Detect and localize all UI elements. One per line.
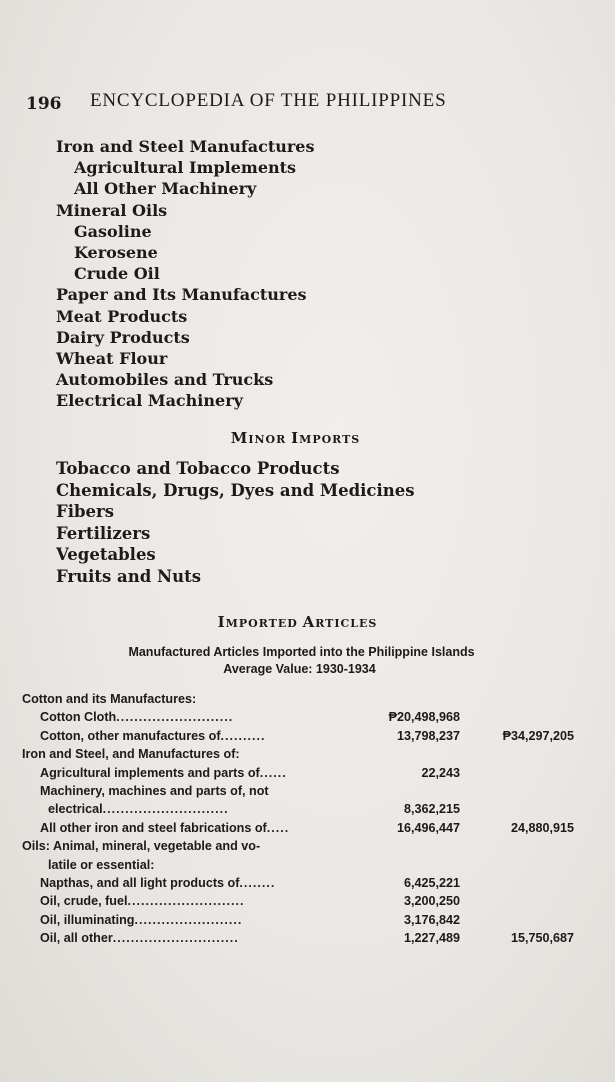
table-row [22,727,582,745]
table-row [22,745,582,763]
table-caption: Manufactured Articles Imported into the Philippine Islands [128,645,475,659]
row-value: 6,425,221 [403,875,460,890]
table-row [22,800,582,818]
table-row [22,874,582,892]
minor-import-item: Vegetables [56,545,156,565]
row-label: latile or essential: [48,857,155,872]
row-total: 15,750,687 [510,931,574,946]
major-import-item: Automobiles and Trucks [56,370,274,390]
row-label: Oil, illuminating........................ [40,912,243,927]
major-import-item: Agricultural Implements [74,158,297,178]
minor-import-item: Fertilizers [56,523,151,543]
row-label: Napthas, and all light products of........ [40,875,276,890]
table-subcaption: Average Value: 1930-1934 [223,662,376,676]
leader-dots: ..... [266,820,290,835]
row-total: 24,880,915 [510,820,574,835]
major-import-item: Paper and Its Manufactures [56,285,307,305]
leader-dots: ........ [239,875,276,890]
major-import-item: Meat Products [56,306,188,326]
row-label: Oils: Animal, mineral, vegetable and vo- [22,839,261,854]
leader-dots: .......... [220,728,266,743]
major-import-item: Wheat Flour [56,348,168,368]
table-row [22,764,582,782]
row-label: Cotton Cloth.......................... [40,710,234,725]
row-value: 1,227,489 [403,931,460,946]
minor-import-item: Tobacco and Tobacco Products [56,459,340,478]
major-import-item: Crude Oil [74,264,160,284]
table-row [22,690,582,708]
major-import-item: Electrical Machinery [56,391,243,411]
minor-import-item: Fibers [56,502,114,522]
table-row [22,708,582,726]
row-value: 3,176,842 [403,912,460,927]
major-import-item: All Other Machinery [74,179,257,199]
row-label: Cotton, other manufactures of.......... [40,728,266,743]
major-imports-list [56,136,314,411]
row-label: Cotton and its Manufactures: [22,692,197,706]
major-import-item: Kerosene [74,242,158,262]
row-value: 22,243 [421,765,460,780]
leader-dots: ...... [259,765,287,780]
row-label: Iron and Steel, and Manufactures of: [22,747,240,762]
leader-dots: ........................ [134,912,243,927]
table-row [22,911,582,929]
minor-imports-heading: MINOR IMPORTS [230,429,361,447]
minor-import-item: Fruits and Nuts [56,566,201,586]
row-value: 16,496,447 [396,820,460,835]
leader-dots: ............................ [102,802,229,817]
row-total: ₱34,297,205 [502,728,574,743]
table-row [22,837,582,855]
imported-articles-heading: IMPORTED ARTICLES [217,613,378,631]
row-label: Oil, crude, fuel.......................... [40,894,245,909]
row-label: Agricultural implements and parts of...... [40,765,287,780]
imports-value-table [22,690,582,947]
row-value: ₱20,498,968 [388,710,460,725]
row-value: 8,362,215 [403,802,460,817]
major-import-item: Iron and Steel Manufactures [56,137,315,156]
leader-dots: .......................... [116,710,234,725]
minor-imports-list [56,458,415,588]
table-row [22,819,582,837]
table-row [22,856,582,874]
table-row [22,782,582,800]
minor-import-item: Chemicals, Drugs, Dyes and Medicines [56,480,415,500]
table-row [22,929,582,947]
page-heading: ENCYCLOPEDIA OF THE PHILIPPINES [90,90,447,111]
table-row [22,892,582,910]
row-label: All other iron and steel fabrications of..... [40,820,290,835]
row-label: Oil, all other............................ [40,931,239,946]
page-number: 196 [26,94,62,114]
leader-dots: .......................... [127,894,245,909]
row-label: Machinery, machines and parts of, not [40,783,269,798]
major-import-item: Dairy Products [56,327,190,347]
major-import-item: Mineral Oils [56,200,168,220]
row-value: 13,798,237 [396,728,460,743]
row-value: 3,200,250 [403,894,460,909]
major-import-item: Gasoline [74,221,152,241]
leader-dots: ............................ [112,931,239,946]
row-label: electrical............................ [48,802,229,817]
